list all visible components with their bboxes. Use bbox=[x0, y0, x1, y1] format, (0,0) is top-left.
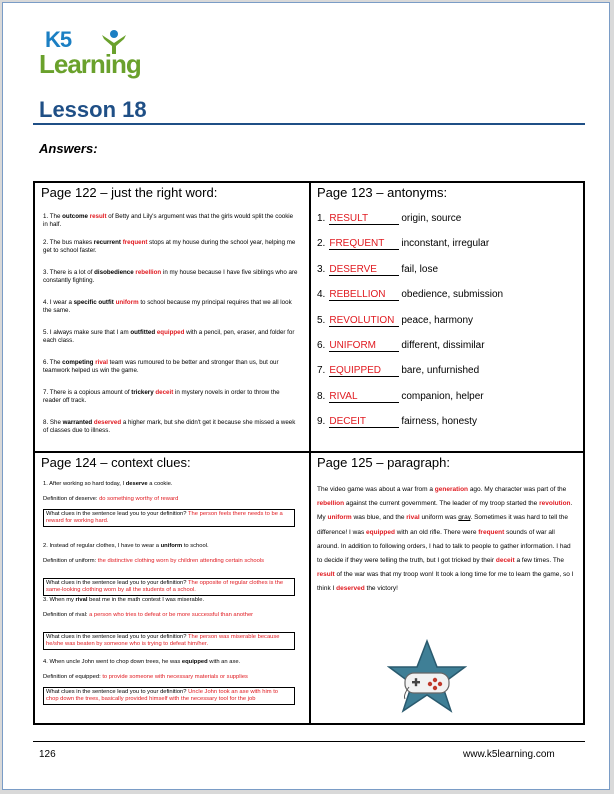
item-number: 6. bbox=[317, 340, 326, 351]
sentence-text: 2. Instead of regular clothes, I have to wear a bbox=[43, 543, 161, 549]
clue-answer: The person was miserable because he/she was beaten by someone who is trying to defeat him/her. bbox=[46, 634, 280, 647]
definition-line bbox=[43, 612, 293, 618]
antonym-words: inconstant, irregular bbox=[401, 238, 490, 250]
clue-box bbox=[43, 632, 295, 650]
sentence-text: to school. bbox=[182, 543, 209, 549]
question-text: 6. The bbox=[43, 359, 63, 366]
antonym-item bbox=[317, 365, 479, 377]
sentence-text: 4. When uncle John went to chop down trees, he was bbox=[43, 659, 182, 665]
antonym-words: companion, helper bbox=[401, 390, 484, 402]
answer-word: result bbox=[317, 571, 335, 579]
answer-word: uniform bbox=[327, 514, 352, 522]
clue-answer: Uncle John took an axe with him to chop down the trees, basically provided himself with the necessary tool for the job bbox=[46, 689, 279, 702]
antonym-words: obedience, submission bbox=[401, 289, 504, 301]
clue-box bbox=[43, 687, 295, 705]
clue-answer: The opposite of regular clothes is the same-looking clothing worn by all the students of a school. bbox=[46, 580, 284, 593]
item-number: 5. bbox=[317, 314, 326, 326]
answer-blank: DECEIT bbox=[329, 416, 399, 428]
target-word: trickery bbox=[131, 389, 154, 396]
answer-word: revolution bbox=[539, 500, 571, 508]
section-title-122: Page 122 – just the right word: bbox=[41, 185, 218, 200]
context-sentence bbox=[43, 543, 209, 549]
paragraph-segment: was blue, and the bbox=[351, 514, 407, 522]
paragraph-segment: of the war was that my troop won! It took a long time for me to learn the game, so I think I bbox=[317, 571, 574, 593]
antonym-item bbox=[317, 264, 438, 276]
paragraph-text bbox=[317, 483, 575, 597]
paragraph-segment: with an old rifle. There were bbox=[394, 528, 479, 536]
paragraph-segment: . My bbox=[317, 500, 573, 522]
item-number: 1. bbox=[317, 213, 326, 224]
target-word: deserve bbox=[125, 481, 148, 487]
target-word: rival bbox=[75, 597, 88, 603]
paragraph-segment: gray bbox=[458, 514, 471, 522]
answer-word: frequent bbox=[478, 528, 505, 536]
answer-blank: DESERVE bbox=[329, 264, 399, 276]
question-text: in my house because I have five siblings who are constantly fighting. bbox=[43, 269, 298, 284]
answer-word: uniform bbox=[115, 299, 139, 306]
answer-word: result bbox=[89, 213, 107, 220]
definition-label: Definition of rival: bbox=[43, 612, 90, 618]
question-text: 4. I wear a bbox=[43, 299, 74, 306]
antonym-words: peace, harmony bbox=[401, 314, 474, 326]
clue-question: What clues in the sentence lead you to your definition? bbox=[46, 634, 189, 640]
sentence-text: beat me in the math contest I was miserable. bbox=[87, 597, 205, 603]
paragraph-segment: against the current government. The leader of my troop started the bbox=[344, 500, 540, 508]
section-title-125: Page 125 – paragraph: bbox=[317, 455, 450, 470]
definition-answer: to provide someone with necessary materials or supplies bbox=[102, 674, 248, 680]
question-text: in mystery novels in order to throw the reader off track. bbox=[43, 389, 280, 404]
paragraph-segment: sounds of war all around. In addition to following orders, I had to talk to people to gather information. I had to decide if they were telling the truth, but I got tricked by their bbox=[317, 528, 571, 565]
item-number: 2. bbox=[317, 238, 326, 250]
target-word: competing bbox=[62, 359, 94, 366]
answer-blank: RESULT bbox=[329, 213, 399, 225]
website-link[interactable]: www.k5learning.com bbox=[463, 749, 555, 760]
target-word: disobedience bbox=[94, 269, 134, 276]
definition-line bbox=[43, 558, 293, 564]
paragraph-segment: The video game was about a war from a bbox=[317, 486, 435, 493]
antonym-item bbox=[317, 213, 461, 225]
definition-line bbox=[43, 496, 293, 502]
answer-word: rebellion bbox=[317, 500, 345, 508]
answer-blank: UNIFORM bbox=[329, 340, 399, 352]
question-item bbox=[43, 329, 299, 345]
question-text: 2. The bus makes bbox=[43, 239, 94, 246]
question-item bbox=[43, 239, 299, 255]
clue-question: What clues in the sentence lead you to your definition? bbox=[46, 689, 189, 695]
antonym-words: fairness, honesty bbox=[401, 416, 477, 428]
definition-label: Definition of equipped: bbox=[43, 674, 103, 680]
context-sentence bbox=[43, 597, 204, 603]
logo-k5-text: K5 bbox=[45, 27, 72, 52]
question-item bbox=[43, 299, 299, 315]
antonym-words: fail, lose bbox=[401, 263, 439, 275]
paragraph-segment: . Sometimes it was hard to tell the difference! I was bbox=[317, 514, 569, 536]
paragraph-segment: ago. My character was part of the bbox=[468, 486, 567, 493]
section-title-124: Page 124 – context clues: bbox=[41, 455, 191, 470]
definition-answer: the distinctive clothing worn by children attending certain schools bbox=[97, 558, 265, 564]
question-text: 8. She bbox=[43, 419, 63, 426]
definition-answer: do something worthy of reward bbox=[99, 496, 179, 502]
answer-word: rebellion bbox=[135, 269, 162, 276]
definition-line bbox=[43, 674, 293, 680]
answer-word: deceit bbox=[155, 389, 174, 396]
antonym-words: different, dissimilar bbox=[401, 340, 485, 351]
clue-box bbox=[43, 509, 295, 527]
target-word: outcome bbox=[62, 213, 88, 220]
star-gamepad-icon bbox=[387, 639, 467, 715]
section-page-122 bbox=[35, 183, 309, 451]
definition-answer: a person who tries to defeat or be more successful than another bbox=[89, 612, 254, 618]
target-word: specific outfit bbox=[73, 299, 114, 306]
sentence-text: 1. After working so hard today, I bbox=[43, 481, 126, 487]
answer-word: equipped bbox=[156, 329, 185, 336]
answer-word: deserved bbox=[336, 585, 365, 593]
answer-word: deserved bbox=[93, 419, 122, 426]
question-item bbox=[43, 213, 299, 229]
logo-learning-text: Learning bbox=[39, 49, 141, 79]
target-word: recurrent bbox=[93, 239, 121, 246]
antonym-item bbox=[317, 416, 477, 428]
section-page-124 bbox=[35, 453, 309, 723]
answer-word: generation bbox=[434, 486, 469, 493]
page-number: 126 bbox=[39, 749, 56, 760]
question-item bbox=[43, 269, 299, 285]
answer-word: deceit bbox=[495, 557, 515, 565]
antonym-item bbox=[317, 289, 503, 301]
answer-grid bbox=[33, 181, 585, 725]
question-text: 5. I always make sure that I am bbox=[43, 329, 131, 336]
answer-word: rival bbox=[406, 514, 420, 522]
antonym-words: origin, source bbox=[401, 213, 462, 224]
section-page-125 bbox=[311, 453, 583, 723]
definition-label: Definition of uniform: bbox=[43, 558, 98, 564]
answer-blank: RIVAL bbox=[329, 391, 399, 403]
clue-answer: The person feels there needs to be a reward for working hard. bbox=[46, 511, 283, 524]
page-title: Lesson 18 bbox=[39, 97, 147, 122]
question-text: 3. There is a lot of bbox=[43, 269, 95, 276]
answers-heading: Answers: bbox=[39, 141, 98, 156]
clue-question: What clues in the sentence lead you to your definition? bbox=[46, 511, 189, 517]
answer-blank: REVOLUTION bbox=[329, 315, 399, 327]
antonym-item bbox=[317, 340, 485, 352]
item-number: 7. bbox=[317, 365, 326, 377]
answer-blank: FREQUENT bbox=[329, 238, 399, 250]
question-text: of Betty and Lily's argument was that the girls would split the cookie in half. bbox=[43, 213, 294, 228]
context-sentence bbox=[43, 481, 172, 487]
answer-blank: EQUIPPED bbox=[329, 365, 399, 377]
clue-question: What clues in the sentence lead you to your definition? bbox=[46, 580, 189, 586]
target-word: uniform bbox=[160, 543, 183, 549]
worksheet-page bbox=[2, 2, 610, 790]
sentence-text: a cookie. bbox=[147, 481, 173, 487]
question-text: team was rumoured to be better and stronger than us, but our teamwork helped us win the game. bbox=[43, 359, 279, 374]
question-text: a higher mark, but she didn't get it because she missed a week of classes due to illness. bbox=[43, 419, 296, 434]
context-sentence bbox=[43, 659, 240, 665]
target-word: equipped bbox=[181, 659, 208, 665]
question-item bbox=[43, 359, 299, 375]
antonym-item bbox=[317, 391, 484, 403]
target-word: warranted bbox=[62, 419, 93, 426]
section-title-123: Page 123 – antonyms: bbox=[317, 185, 448, 200]
item-number: 9. bbox=[317, 416, 326, 428]
answer-word: frequent bbox=[122, 239, 148, 246]
definition-label: Definition of deserve: bbox=[43, 496, 100, 502]
sentence-text: with an axe. bbox=[207, 659, 241, 665]
section-page-123 bbox=[311, 183, 583, 451]
footer-divider bbox=[33, 741, 585, 742]
question-text: stops at my house during the school year, helping me get to school faster. bbox=[43, 239, 296, 254]
question-text: 1. The bbox=[43, 213, 63, 220]
paragraph-segment: uniform was bbox=[419, 514, 459, 522]
answer-word: rival bbox=[95, 359, 108, 366]
answer-word: equipped bbox=[366, 528, 395, 536]
k5-learning-logo[interactable] bbox=[39, 27, 149, 79]
question-text: to school because my principal requires that we all look the same. bbox=[43, 299, 292, 314]
item-number: 4. bbox=[317, 289, 326, 301]
item-number: 8. bbox=[317, 390, 326, 402]
antonym-words: bare, unfurnished bbox=[401, 365, 480, 377]
antonym-item bbox=[317, 315, 473, 327]
question-item bbox=[43, 419, 299, 435]
title-divider bbox=[33, 123, 585, 125]
antonym-item bbox=[317, 238, 489, 250]
question-text: with a pencil, pen, eraser, and folder for each class. bbox=[43, 329, 295, 344]
answer-blank: REBELLION bbox=[329, 289, 399, 301]
sentence-text: 3. When my bbox=[43, 597, 76, 603]
clue-box bbox=[43, 578, 295, 596]
question-item bbox=[43, 389, 299, 405]
target-word: outfitted bbox=[130, 329, 156, 336]
paragraph-segment: the victory! bbox=[364, 585, 398, 593]
question-text: 7. There is a copious amount of bbox=[43, 389, 132, 396]
paragraph-segment: a few times. The bbox=[514, 557, 565, 565]
item-number: 3. bbox=[317, 263, 326, 275]
